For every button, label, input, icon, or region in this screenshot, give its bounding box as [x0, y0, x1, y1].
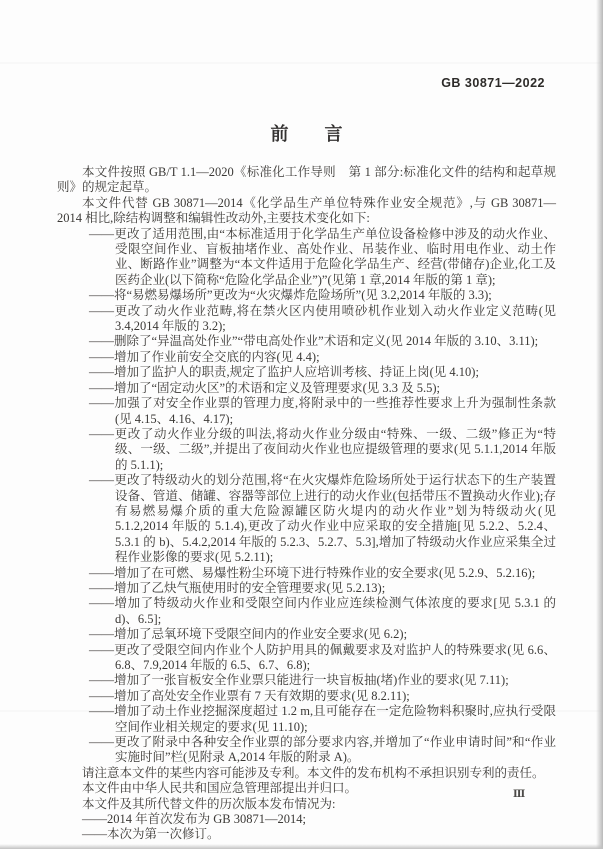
page-number: Ⅲ	[513, 789, 526, 800]
page-edge-shadow-right	[596, 0, 603, 849]
change-item: ——更改了特级动火的划分范围,将“在火灾爆炸危险场所处于运行状态下的生产装置设备、管道、储罐、容器等部位上进行的动火作业(包括带压不置换动火作业);存有易燃易爆介质的重大危险源罐区防火堤内的动火作业”划为特级动火(见 5.1.2,2014 年版的 5.1.4),更改了动火作业中应采取的安全措施[见 5.2.2、5.2.4、5.3.1 的 b)、5.4.2,2014 年版的 5.2.3、5.2.7、5.3],增加了特级动火作业应采集全过程作业影像的要求(见 5.2.11);	[89, 473, 556, 565]
change-item: ——更改了动火作业分级的叫法,将动火作业分级由“特殊、一级、二级”修正为“特级、一级、二级”,并提出了夜间动火作业也应提级管理的要求(见 5.1.1,2014 年版的 5.1.1);	[89, 426, 556, 472]
change-item: ——增加了动土作业挖掘深度超过 1.2 m,且可能存在一定危险物料积聚时,应执行受限空间作业相关规定的要求(见 11.10);	[89, 704, 556, 734]
change-item: ——增加了一张盲板安全作业票只能进行一块盲板抽(堵)作业的要求(见 7.11);	[89, 673, 509, 688]
intro-paragraph: 本文件代替 GB 30871—2014《化学品生产单位特殊作业安全规范》,与 GB 30871—2014 相比,除结构调整和编辑性改动外,主要技术变化如下:	[57, 195, 556, 226]
changes-list	[57, 227, 556, 766]
change-item: ——更改了附录中各种安全作业票的部分要求内容,并增加了“作业申请时间”和“作业实施时间”栏(见附录 A,2014 年版的附录 A)。	[89, 735, 556, 765]
change-item: ——增加了乙炔气瓶使用时的安全管理要求(见 5.2.13);	[89, 580, 386, 595]
change-item: ——增加了监护人的职责,规定了监护人应培训考核、持证上岗(见 4.10);	[89, 365, 479, 380]
change-item: ——增加了忌氧环境下受限空间内的作业安全要求(见 6.2);	[89, 627, 408, 642]
intro-paragraph: 本文件按照 GB/T 1.1—2020《标准化工作导则 第 1 部分:标准化文件的结构和起草规则》的规定起草。	[57, 165, 556, 195]
change-item: ——加强了对安全作业票的管理力度,将附录中的一些推荐性要求上升为强制性条款(见 4.15、4.16、4.17);	[89, 396, 556, 426]
closing-paragraphs	[57, 766, 556, 812]
scan-artifact	[0, 710, 603, 712]
change-item: ——更改了适用范围,由“本标准适用于化学品生产单位设备检修中涉及的动火作业、受限空间作业、盲板抽堵作业、高处作业、吊装作业、临时用电作业、动土作业、断路作业”调整为“本文件适用于危险化学品生产、经营(带储存)企业,化工及医药企业(以下简称“危险化学品企业”)”(见第 1 章,2014 年版的第 1 章);	[89, 226, 556, 287]
change-item: ——将“易燃易爆场所”更改为“火灾爆炸危险场所”(见 3.2,2014 年版的 3.3);	[89, 288, 492, 303]
standard-number: GB 30871—2022	[441, 76, 545, 90]
page-edge-shadow-bottom	[0, 844, 603, 849]
change-item: ——增加了高处安全作业票有 7 天有效期的要求(见 8.2.11);	[89, 688, 410, 703]
page-title: 前 言	[270, 124, 343, 144]
change-item: ——增加了作业前安全交底的内容(见 4.4);	[89, 349, 320, 364]
closing-paragraph: 本文件及其所代替文件的历次版本发布情况为:	[82, 796, 336, 811]
change-item: ——更改了受限空间内作业个人防护用具的佩戴要求及对监护人的特殊要求(见 6.6、6.8、7.9,2014 年版的 6.5、6.7、6.8);	[89, 642, 556, 672]
closing-paragraph: 请注意本文件的某些内容可能涉及专利。本文件的发布机构不承担识别专利的责任。	[82, 765, 545, 780]
foreword-body	[57, 165, 556, 843]
scan-artifact	[0, 62, 603, 64]
change-item: ——更改了动火作业范畴,将在禁火区内使用喷砂机作业划入动火作业定义范畴(见 3.4,2014 年版的 3.2);	[89, 303, 556, 334]
history-item: ——本次为第一次修订。	[82, 827, 220, 842]
history-list	[57, 812, 556, 843]
intro-paragraphs	[57, 165, 556, 227]
closing-paragraph: 本文件由中华人民共和国应急管理部提出并归口。	[82, 781, 358, 796]
history-item: ——2014 年首次发布为 GB 30871—2014;	[82, 812, 306, 827]
change-item: ——增加了特级动火作业和受限空间内作业应连续检测气体浓度的要求[见 5.3.1 的 d)、6.5];	[89, 596, 556, 626]
change-item: ——增加了“固定动火区”的术语和定义及管理要求(见 3.3 及 5.5);	[89, 380, 441, 395]
change-item: ——增加了在可燃、易爆性粉尘环境下进行特殊作业的安全要求(见 5.2.9、5.2.16);	[89, 565, 536, 580]
change-item: ——删除了“异温高处作业”“带电高处作业”术语和定义(见 2014 年版的 3.10、3.11);	[89, 334, 539, 349]
